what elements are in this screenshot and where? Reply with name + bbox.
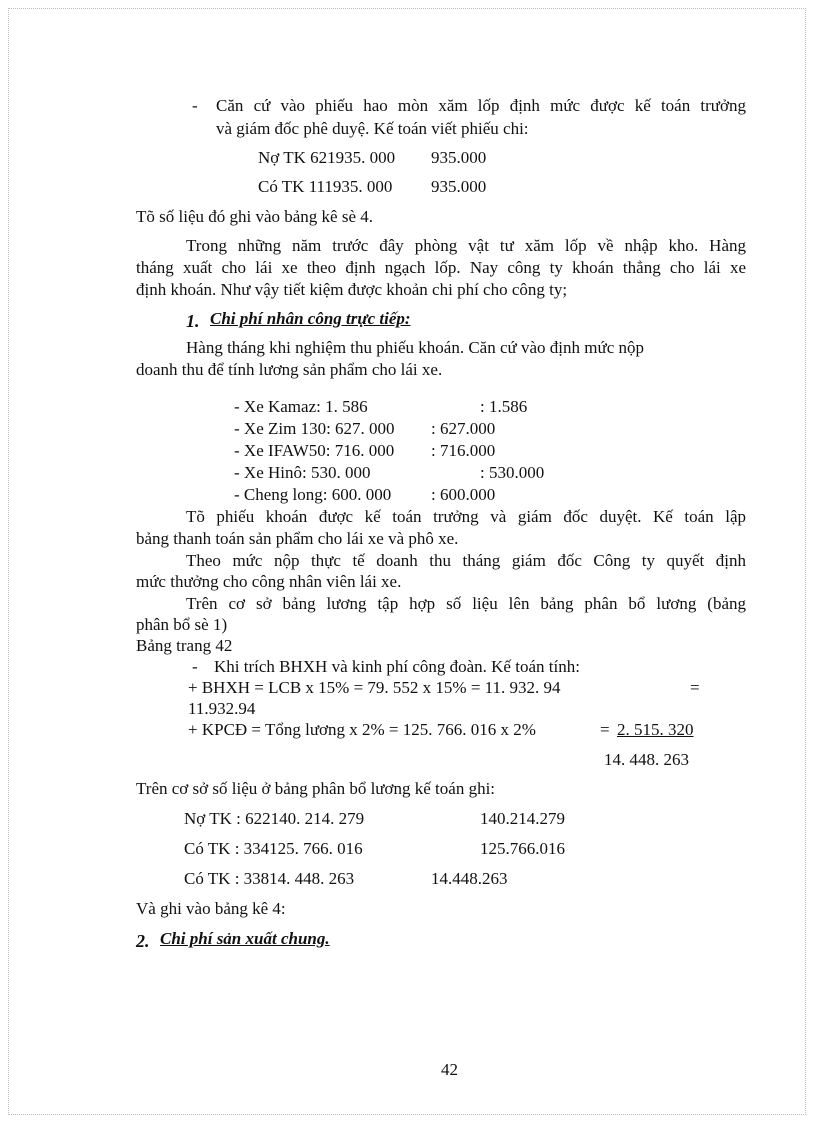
kpcd-equals: = [600, 720, 610, 739]
para1-line-3: định khoán. Như vậy tiết kiệm được khoản chi phí cho công ty; [136, 280, 568, 299]
vehicle-value: : 716.000 [431, 441, 496, 460]
calc-bullet: - [192, 657, 198, 676]
bhxh-formula: + BHXH = LCB x 15% = 79. 552 x 15% = 11. 932. 94 [188, 678, 561, 697]
section1-title: Chi phí nhân công trực tiếp: [210, 309, 411, 328]
calc-intro: Khi trích BHXH và kinh phí công đoàn. Kế toán tính: [214, 657, 580, 676]
para2-line-1: Tõ phiếu khoán được kế toán trưởng và giám đốc duyệt. Kế toán lập [186, 507, 746, 526]
page-number: 42 [441, 1060, 458, 1079]
vehicle-value: : 600.000 [431, 485, 496, 504]
section2-title: Chi phí sản xuất chung. [160, 929, 330, 948]
vehicle-value: : 530.000 [480, 463, 545, 482]
entry-row-label: Nợ TK : 622140. 214. 279 [184, 809, 365, 828]
vehicle-name: - Xe Kamaz: 1. 586 [234, 397, 368, 416]
para2-line-7: Bảng trang 42 [136, 636, 233, 655]
vehicle-value: : 627.000 [431, 419, 496, 438]
para2-line-5: Trên cơ sở bảng lương tập hợp số liệu lên bảng phân bổ lương (bảng [186, 594, 746, 613]
kpcd-formula: + KPCĐ = Tổng lương x 2% = 125. 766. 016 x 2% [188, 720, 536, 739]
section1-line-2: doanh thu để tính lương sản phẩm cho lái xe. [136, 360, 443, 379]
calc-total: 14. 448. 263 [604, 750, 689, 769]
kpcd-result: 2. 515. 320 [617, 720, 694, 739]
para2-line-3: Theo mức nộp thực tế doanh thu tháng giám đốc Công ty quyết định [186, 551, 746, 570]
bhxh-result: 11.932.94 [188, 699, 256, 718]
vehicle-name: - Xe Zim 130: 627. 000 [234, 419, 395, 438]
intro-note: Tõ số liệu đó ghi vào bảng kê sè 4. [136, 207, 374, 226]
entry-row-value: 125.766.016 [480, 839, 565, 858]
entry2-label: Có TK 111935. 000 [258, 177, 393, 196]
bhxh-equals: = [690, 678, 700, 697]
entry2-value: 935.000 [431, 177, 487, 196]
para1-line-2: tháng xuất cho lái xe theo định ngạch lốp. Nay công ty khoán thẳng cho lái xe [136, 258, 746, 277]
entry1-value: 935.000 [431, 148, 487, 167]
vehicle-name: - Xe IFAW50: 716. 000 [234, 441, 395, 460]
entry-row-value: 140.214.279 [480, 809, 565, 828]
vehicle-name: - Xe Hinô: 530. 000 [234, 463, 371, 482]
para2-line-4: mức thưởng cho công nhân viên lái xe. [136, 572, 402, 591]
intro-line-1: Căn cứ vào phiếu hao mòn xăm lốp định mức được kế toán trưởng [216, 96, 746, 115]
entry-row-label: Có TK : 334125. 766. 016 [184, 839, 363, 858]
section1-number: 1. [186, 311, 200, 331]
entry1-label: Nợ TK 621935. 000 [258, 148, 396, 167]
entries-note: Và ghi vào bảng kê 4: [136, 899, 286, 918]
entry-row-value: 14.448.263 [431, 869, 508, 888]
section2-number: 2. [136, 931, 150, 951]
vehicle-name: - Cheng long: 600. 000 [234, 485, 392, 504]
section1-line-1: Hàng tháng khi nghiệm thu phiếu khoán. Căn cứ vào định mức nộp [186, 338, 644, 357]
vehicle-value: : 1.586 [480, 397, 528, 416]
para2-line-2: bảng thanh toán sản phẩm cho lái xe và phô xe. [136, 529, 459, 548]
para2-line-6: phân bổ sè 1) [136, 615, 228, 634]
entry-row-label: Có TK : 33814. 448. 263 [184, 869, 355, 888]
intro-line-2: và giám đốc phê duyệ. Kế toán viết phiếu chi: [216, 119, 529, 138]
intro-bullet: - [192, 96, 198, 115]
entries-intro: Trên cơ sở số liệu ở bảng phân bổ lương kế toán ghi: [136, 779, 496, 798]
para1-line-1: Trong những năm trước đây phòng vật tư xăm lốp về nhập kho. Hàng [186, 236, 746, 255]
